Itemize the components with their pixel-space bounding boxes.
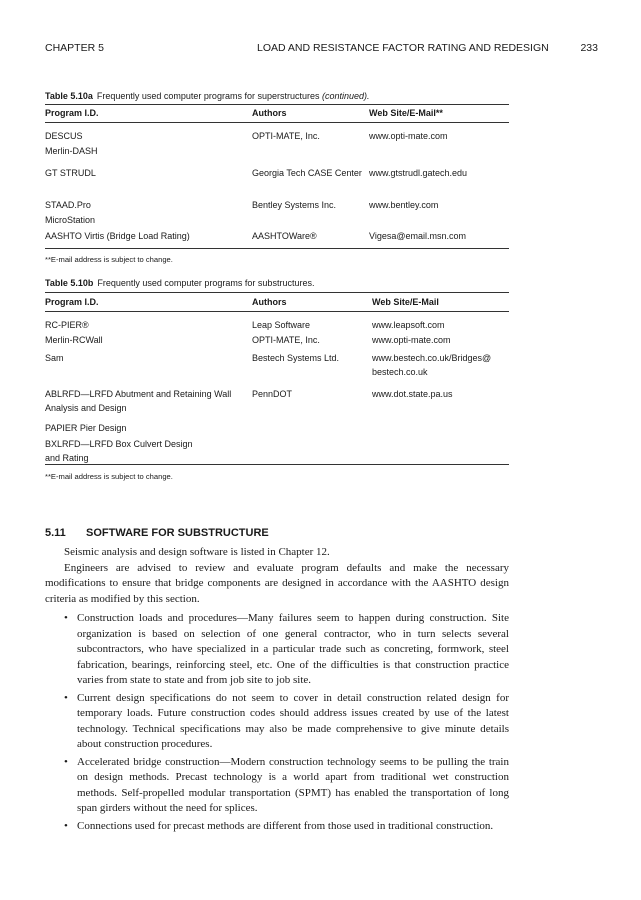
table-cell-program-line: Analysis and Design: [45, 402, 127, 413]
section-number: 5.11: [45, 527, 66, 539]
running-header: [45, 42, 598, 56]
table-cell-program: DESCUS: [45, 131, 83, 141]
list-item: [45, 755, 509, 817]
table-cell-author: Georgia Tech CASE Center: [252, 167, 362, 178]
table-row: [45, 144, 509, 166]
table-cell-program-line: BXLRFD—LRFD Box Culvert Design: [45, 438, 193, 449]
table-row: [45, 166, 509, 198]
table-row: [45, 387, 509, 421]
table-cell-program: Sam: [45, 352, 64, 363]
table-a-label: Table 5.10a: [45, 91, 93, 101]
table-cell-program: MicroStation: [45, 214, 96, 225]
bullet-list: [45, 611, 509, 834]
table-cell-author: Leap Software: [252, 320, 311, 330]
bullet-icon: •: [64, 755, 68, 768]
page-number: 233: [580, 42, 598, 54]
table-cell-author: AASHTOWare®: [252, 230, 317, 241]
table-cell-author: OPTI-MATE, Inc.: [252, 334, 320, 345]
table-cell-program: Merlin-DASH: [45, 145, 98, 156]
bullet-icon: •: [64, 612, 68, 624]
table-row: [45, 198, 509, 213]
table-cell-web: www.leapsoft.com: [372, 320, 445, 330]
table-cell-web: www.bentley.com: [369, 199, 439, 210]
table-b: [45, 294, 509, 469]
table-a-caption: [45, 91, 370, 101]
table-a: [45, 105, 509, 247]
section-heading: [45, 527, 269, 539]
table-b-header-program: Program I.D.: [45, 297, 99, 307]
table-a-header-web: Web Site/E-Mail**: [369, 108, 443, 118]
table-b-header-row: [45, 294, 509, 312]
table-cell-web: www.gtstrudl.gatech.edu: [369, 167, 468, 178]
list-item-text: Current design specifications do not seem to cover in detail construction related design for temporary loads. Future construction codes should address issues created by use of the latest technology. Technical specifications may also be made comprehensive to give minute details about construction procedures.: [77, 691, 509, 750]
table-cell-program: GT STRUDL: [45, 167, 96, 178]
table-b-top-rule: [45, 292, 509, 293]
table-a-header-row: [45, 105, 509, 123]
table-b-header-web: Web Site/E-Mail: [372, 297, 439, 307]
table-row: [45, 213, 509, 229]
paragraph: Seismic analysis and design software is listed in Chapter 12.: [64, 546, 330, 558]
paragraph: Engineers are advised to review and evaluate program defaults and make the necessary modifications to ensure that bridge components are designed in accordance with the AASHTO design criteria as modified by this section.: [45, 561, 509, 605]
bullet-icon: •: [64, 691, 68, 704]
table-cell-program: STAAD.Pro: [45, 199, 91, 210]
table-b-bottom-rule: [45, 464, 509, 465]
table-cell-program-line: and Rating: [45, 452, 89, 463]
table-cell-author: Bentley Systems Inc.: [252, 199, 337, 210]
table-cell-author: OPTI-MATE, Inc.: [252, 131, 320, 141]
table-cell-web: [372, 351, 509, 387]
table-cell-web: www.opti-mate.com: [369, 131, 448, 141]
table-cell-web-line: bestech.co.uk: [372, 366, 428, 377]
chapter-title: LOAD AND RESISTANCE FACTOR RATING AND REDESIGN: [257, 42, 549, 54]
list-item-text: Accelerated bridge construction—Modern construction technology seems to be pulling the train on design methods. Precast technology is a world apart from traditional wet construction methods. Self-propelled modular transportation (SPMT) has enabled the transportation of long span girders without the need for splices.: [77, 755, 509, 814]
list-item-text: Construction loads and procedures—Many failures seem to happen during construction. Site organization is based on selection of one general contractor, who in turn selects several subcontractors, who have specialized in a particular trade such as concreting, formwork, steel fabrication, bearings, reinforcing steel, etc. One of the difficulties is that construction practice varies from state to state and from job site to job site.: [77, 612, 509, 686]
table-cell-web: Vigesa@email.msn.com: [369, 230, 467, 241]
table-cell-web: [372, 421, 509, 437]
table-row: [45, 333, 509, 351]
table-row: [45, 229, 509, 247]
table-a-header-authors: Authors: [252, 108, 287, 118]
table-b-caption: [45, 278, 314, 288]
table-cell-author: [252, 213, 369, 229]
table-row: [45, 351, 509, 387]
table-cell-web: www.dot.state.pa.us: [372, 388, 453, 399]
table-a-header-program: Program I.D.: [45, 108, 99, 118]
table-cell-program: Merlin-RCWall: [45, 334, 103, 345]
list-item: [45, 611, 509, 689]
section-body: [45, 545, 509, 834]
table-a-bottom-rule: [45, 248, 509, 249]
list-item-text: Connections used for precast methods are different from those used in traditional construction.: [77, 819, 494, 832]
table-cell-web: [369, 213, 509, 229]
table-cell-web: www.opti-mate.com: [372, 334, 451, 345]
table-row: [45, 421, 509, 437]
chapter-label: CHAPTER 5: [45, 42, 104, 54]
list-item: [45, 691, 509, 753]
table-a-footnote: **E-mail address is subject to change.: [45, 255, 173, 264]
list-item: [45, 819, 509, 835]
table-cell-program: AASHTO Virtis (Bridge Load Rating): [45, 230, 190, 241]
table-cell-program: PAPIER Pier Design: [45, 422, 127, 433]
table-cell-program-line: ABLRFD—LRFD Abutment and Retaining Wall: [45, 388, 232, 399]
table-cell-author: PennDOT: [252, 388, 293, 399]
table-b-label: Table 5.10b: [45, 278, 94, 288]
bullet-icon: •: [64, 819, 68, 832]
table-cell-web: [369, 144, 509, 166]
table-cell-program: RC-PIER®: [45, 320, 89, 330]
table-b-caption-text: Frequently used computer programs for substructures.: [97, 278, 315, 288]
table-cell-web-line: www.bestech.co.uk/Bridges@: [372, 352, 492, 363]
table-cell-author: [252, 421, 372, 437]
table-row: [45, 312, 509, 333]
table-a-caption-text: Frequently used computer programs for superstructures: [96, 91, 320, 101]
table-cell-author: Bestech Systems Ltd.: [252, 352, 340, 363]
table-b-footnote: **E-mail address is subject to change.: [45, 472, 173, 481]
table-cell-program: [45, 387, 252, 421]
table-a-caption-continued: (continued).: [322, 91, 370, 101]
section-title: SOFTWARE FOR SUBSTRUCTURE: [86, 527, 269, 539]
table-b-header-authors: Authors: [252, 297, 287, 307]
table-cell-author: [252, 144, 369, 166]
table-row: [45, 123, 509, 144]
